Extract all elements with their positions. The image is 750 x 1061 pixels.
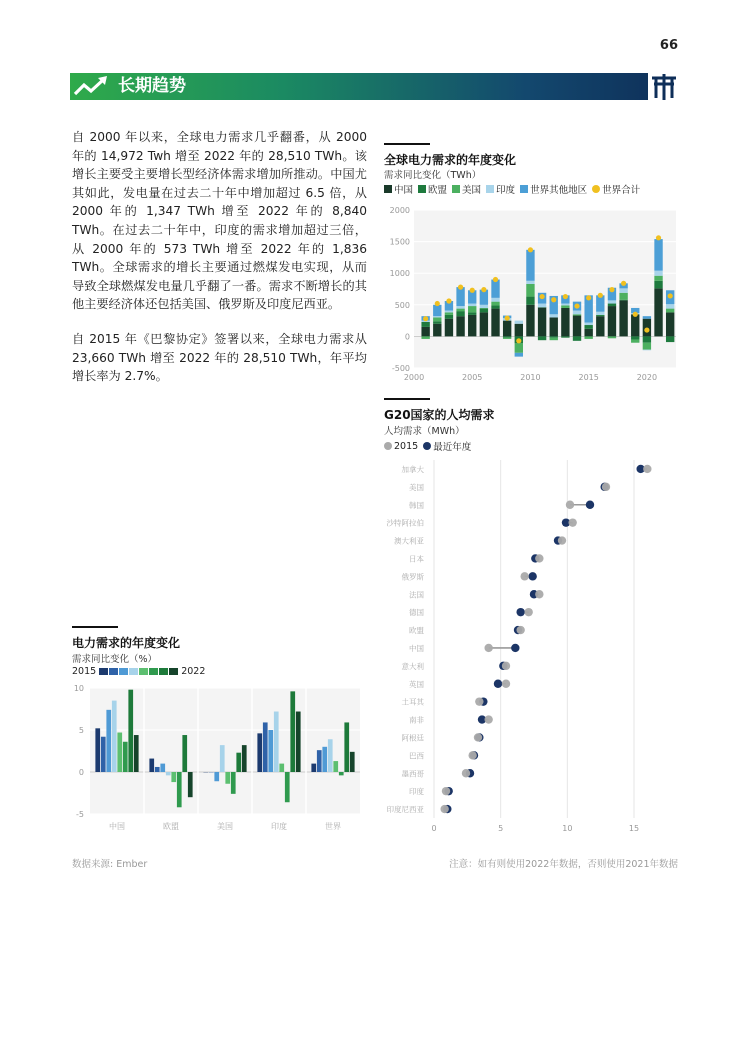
bar-segment (654, 276, 662, 281)
legend-year-swatch (159, 668, 168, 675)
point-2015 (462, 769, 470, 777)
legend-year-swatch (99, 668, 108, 675)
world-total-point (516, 338, 521, 343)
y-tick-label: 1500 (389, 237, 410, 247)
bar-segment (643, 350, 651, 351)
legend-item (452, 182, 481, 196)
bar-segment (573, 314, 581, 315)
point-2015 (484, 715, 492, 723)
point-2015 (558, 536, 566, 544)
bar-segment (538, 307, 546, 336)
bar-segment (619, 300, 627, 301)
legend-item (486, 182, 515, 196)
trend-up-icon (72, 74, 112, 99)
world-total-point (435, 301, 440, 306)
legend-dot-2015 (384, 442, 392, 450)
bar-segment (584, 336, 592, 339)
bar-segment (456, 316, 464, 336)
bar-segment (433, 317, 441, 321)
bar (236, 753, 241, 772)
bar-segment (433, 316, 441, 317)
bar (188, 772, 193, 797)
y-tick-label: 500 (394, 300, 410, 310)
bar (112, 701, 117, 772)
bar (268, 730, 273, 772)
chart3-ylabel: 需求同比变化（%） (72, 654, 158, 665)
world-total-point (598, 293, 603, 298)
bar-segment (445, 319, 453, 337)
legend-dot-latest (423, 442, 431, 450)
legend-item (418, 182, 447, 196)
bar (333, 761, 338, 772)
legend-year-swatch (109, 668, 118, 675)
bar (231, 772, 236, 794)
bar-segment (526, 284, 534, 297)
bar (166, 772, 171, 775)
point-2015 (535, 590, 543, 598)
bar (117, 733, 122, 772)
bar-segment (608, 300, 616, 303)
bar-segment (584, 329, 592, 337)
world-total-point (470, 288, 475, 293)
legend-label: 最近年度 (433, 442, 472, 453)
bar-segment (480, 309, 488, 313)
category-label: 印度 (409, 787, 424, 797)
x-tick-label: 世界 (325, 822, 341, 831)
body-paragraph-1: 自 2000 年以来，全球电力需求几乎翻番，从 2000 年的 14,972 Twh 增至 2022 年的 28,510 TWh。该增长主要受主要增长型经济体需求增加所推动。中国尤其如此，发电量在过去二十年中增加超过 6.5 倍，从 2000 年的 1,347 TWh 增至 2022 年的 8,840 TWh。在过去二十年中，印度的需求增加超过三倍，从 2000 年的 573 TWh 增至 2022 年的 1,836 TWh。全球需求的增长主要通过燃煤发电实现，从而导致全球燃煤发电量几乎翻了一番。需求不断增长的其他主要经济体还包括美国、俄罗斯及印度尼西亚。 (72, 130, 367, 312)
bar-segment (480, 312, 488, 336)
bar-segment (491, 305, 499, 308)
point-2015 (442, 787, 450, 795)
y-tick-label: 10 (73, 684, 84, 693)
bar-segment (526, 281, 534, 284)
category-label: 法国 (409, 590, 424, 600)
bar (182, 735, 187, 772)
legend-year-swatch (169, 668, 178, 675)
x-tick-label: 5 (498, 824, 504, 833)
bar (123, 742, 128, 772)
bar-segment (643, 336, 651, 342)
point-2015 (602, 483, 610, 491)
point-latest (586, 501, 594, 509)
bar-segment (445, 312, 453, 315)
page-number: 66 (659, 38, 678, 53)
world-total-point (481, 287, 486, 292)
bar-segment (573, 310, 581, 314)
bar-segment (468, 306, 476, 312)
category-label: 加拿大 (401, 464, 424, 474)
bar-segment (584, 325, 592, 329)
chart1-title: 全球电力需求的年度变化 (384, 153, 517, 167)
chart1-rule (384, 143, 430, 145)
bar-segment (666, 309, 674, 313)
category-label: 印度尼西亚 (386, 805, 424, 815)
bar (322, 747, 327, 772)
bar-segment (666, 304, 674, 308)
bar-segment (631, 340, 639, 343)
bar-segment (619, 293, 627, 300)
category-label: 欧盟 (409, 626, 424, 636)
point-latest (528, 572, 536, 580)
bar-segment (491, 280, 499, 298)
bar-segment (666, 336, 674, 342)
x-tick-label: 10 (562, 824, 573, 833)
point-2015 (502, 680, 510, 688)
legend-year-swatch (149, 668, 158, 675)
bar-segment (631, 314, 639, 336)
world-total-point (644, 327, 649, 332)
x-tick-label: 美国 (217, 822, 233, 831)
legend-item (384, 441, 418, 452)
bar (134, 735, 139, 772)
x-tick-label: 15 (628, 824, 640, 833)
y-tick-label: -5 (76, 810, 84, 819)
bar-segment (584, 322, 592, 325)
body-paragraph-2: 自 2015 年《巴黎协定》签署以来，全球电力需求从 23,660 TWh 增至 2022 年的 28,510 TWh，年平均增长率为 2.7%。 (72, 332, 367, 384)
bar-segment (596, 312, 604, 315)
world-total-point (609, 287, 614, 292)
bar-segment (456, 309, 464, 312)
chart2-title: G20国家的人均需求 (384, 408, 495, 422)
bar (101, 737, 106, 772)
legend-label: 欧盟 (428, 185, 448, 196)
point-2015 (566, 501, 574, 509)
world-total-point (621, 281, 626, 286)
x-tick-label: 0 (431, 824, 437, 833)
point-2015 (502, 662, 510, 670)
bar-segment (608, 304, 616, 307)
x-tick-label: 2020 (636, 373, 658, 382)
y-tick-label: 0 (78, 768, 84, 777)
bar-segment (433, 305, 441, 316)
category-label: 墨西哥 (401, 769, 424, 779)
bar (160, 764, 165, 772)
world-total-point (668, 293, 673, 298)
chart1-ylabel: 需求同比变化（TWh） (384, 170, 482, 181)
legend-start-year: 2015 (72, 666, 97, 677)
x-tick-label: 2015 (578, 373, 599, 382)
world-total-point (423, 316, 428, 321)
legend-label: 世界其他地区 (530, 185, 588, 196)
legend-swatch-usa (452, 185, 460, 193)
chart2-rule (384, 398, 430, 400)
x-tick-label: 中国 (109, 822, 125, 831)
point-2015 (474, 733, 482, 741)
bar-segment (654, 288, 662, 336)
bar (155, 767, 160, 772)
legend-dot-world (592, 185, 600, 193)
point-2015 (468, 751, 476, 759)
world-total-point (656, 235, 661, 240)
chart3-grouped-bar (72, 682, 362, 842)
bar-segment (456, 311, 464, 316)
world-total-point (586, 295, 591, 300)
bar-segment (468, 304, 476, 307)
bar (296, 712, 301, 772)
bar-segment (526, 297, 534, 305)
bar-segment (515, 324, 523, 337)
legend-year-swatch (139, 668, 148, 675)
bar-segment (550, 338, 558, 341)
bar (128, 690, 133, 772)
bar-segment (608, 306, 616, 336)
category-label: 中国 (409, 643, 424, 653)
bar-segment (538, 336, 546, 340)
bar-segment (468, 312, 476, 315)
bar (242, 745, 247, 772)
legend-year-swatch (129, 668, 138, 675)
bar (106, 710, 111, 772)
bar-segment (561, 304, 569, 306)
bar-segment (643, 316, 651, 319)
plot-background (414, 210, 676, 368)
bar (220, 745, 225, 772)
bar-segment (619, 288, 627, 292)
chart3-legend (72, 666, 205, 677)
category-label: 沙特阿拉伯 (386, 518, 424, 528)
bar-segment (421, 322, 429, 327)
legend-item (384, 182, 413, 196)
category-label: 美国 (409, 482, 424, 492)
chart1-legend (384, 182, 640, 196)
legend-swatch-india (486, 185, 494, 193)
bar (350, 752, 355, 772)
bar-segment (456, 306, 464, 309)
world-total-point (539, 294, 544, 299)
bar (274, 712, 279, 772)
world-total-point (633, 312, 638, 317)
bar (317, 750, 322, 772)
legend-year-swatches (99, 668, 178, 675)
bar-segment (480, 305, 488, 308)
y-tick-label: 2000 (389, 206, 410, 215)
bar-segment (421, 327, 429, 336)
point-2015 (524, 608, 532, 616)
bar-segment (421, 336, 429, 339)
bar-segment (491, 298, 499, 302)
world-total-point (551, 297, 556, 302)
chart2-legend (384, 439, 471, 453)
x-tick-label: 2005 (462, 373, 483, 382)
point-latest (494, 680, 502, 688)
bar-segment (433, 321, 441, 324)
bar-segment (631, 336, 639, 339)
pylon-icon (648, 70, 680, 102)
bar (257, 733, 262, 772)
bar-segment (456, 287, 464, 306)
legend-item (423, 439, 471, 453)
bar (225, 772, 230, 784)
bar-segment (573, 316, 581, 337)
bar-segment (654, 271, 662, 276)
bar-segment (654, 239, 662, 271)
bar-segment (561, 305, 569, 308)
chart3-rule (72, 626, 118, 628)
point-2015 (535, 554, 543, 562)
point-2015 (520, 572, 528, 580)
category-label: 日本 (409, 554, 424, 564)
bar-segment (503, 338, 511, 339)
bar-segment (550, 317, 558, 336)
bar-segment (503, 336, 511, 337)
point-latest (516, 608, 524, 616)
footnote: 注意：如有则使用2022年数据，否则使用2021年数据 (449, 859, 678, 870)
bar-segment (619, 300, 627, 336)
section-title: 长期趋势 (118, 76, 186, 96)
bar-segment (550, 336, 558, 337)
world-total-point (493, 277, 498, 282)
point-2015 (568, 518, 576, 526)
bar-segment (666, 312, 674, 336)
category-label: 巴西 (409, 751, 424, 761)
bar (279, 764, 284, 772)
bar-segment (643, 343, 651, 350)
bar-segment (550, 314, 558, 317)
bar (344, 722, 349, 772)
category-label: 意大利 (401, 661, 424, 671)
x-tick-label: 2010 (520, 373, 541, 382)
y-tick-label: 1000 (389, 269, 410, 279)
legend-year-swatch (119, 668, 128, 675)
chart3-title: 电力需求的年度变化 (72, 636, 181, 650)
bar-segment (515, 343, 523, 352)
chart2-ylabel: 人均需求（MWh） (384, 426, 465, 437)
x-tick-label: 2000 (403, 373, 425, 382)
legend-label: 中国 (394, 185, 414, 196)
category-label: 俄罗斯 (401, 572, 424, 582)
point-latest (511, 644, 519, 652)
bar (263, 722, 268, 772)
bar-segment (491, 309, 499, 337)
x-tick-label: 欧盟 (163, 822, 179, 831)
legend-label: 世界合计 (602, 185, 641, 196)
y-tick-label: 5 (78, 726, 84, 735)
bar (149, 759, 154, 772)
chart1-stacked-bar (384, 200, 680, 386)
legend-item (592, 182, 640, 196)
y-tick-label: -500 (391, 364, 410, 373)
legend-swatch-rest (520, 185, 528, 193)
bar (290, 691, 295, 772)
world-total-point (574, 303, 579, 308)
legend-label: 2015 (394, 440, 419, 452)
world-total-point (446, 298, 451, 303)
bar-segment (526, 305, 534, 337)
bar-segment (515, 321, 523, 324)
point-2015 (475, 697, 483, 705)
category-label: 阿根廷 (401, 733, 424, 743)
point-2015 (484, 644, 492, 652)
category-label: 德国 (409, 608, 424, 618)
bar-segment (515, 353, 523, 357)
data-source: 数据来源: Ember (72, 859, 148, 870)
category-label: 南非 (409, 715, 424, 725)
bar-segment (491, 302, 499, 306)
point-2015 (516, 626, 524, 634)
bar-segment (445, 310, 453, 312)
bar (177, 772, 182, 807)
bar-segment (433, 324, 441, 337)
point-2015 (643, 465, 651, 473)
point-2015 (440, 805, 448, 813)
world-total-point (528, 247, 533, 252)
bar-segment (608, 336, 616, 338)
world-total-point (458, 285, 463, 290)
legend-item (520, 182, 587, 196)
bar (328, 739, 333, 772)
category-label: 澳大利亚 (394, 536, 424, 546)
legend-swatch-eu (418, 185, 426, 193)
bar (214, 772, 219, 781)
bar-segment (526, 250, 534, 281)
bar-segment (654, 281, 662, 289)
category-label: 韩国 (409, 500, 424, 510)
bar-segment (503, 321, 511, 337)
bar (339, 772, 344, 775)
legend-end-year: 2022 (181, 666, 206, 677)
legend-label: 美国 (462, 185, 482, 196)
legend-swatch-china (384, 185, 392, 193)
bar-segment (561, 336, 569, 337)
bar-segment (573, 336, 581, 340)
world-total-point (563, 294, 568, 299)
legend-label: 印度 (496, 185, 516, 196)
chart2-dumbbell (378, 456, 680, 840)
category-label: 英国 (409, 679, 424, 689)
bar-segment (538, 304, 546, 308)
bar-segment (480, 308, 488, 309)
bar-segment (596, 316, 604, 336)
bar (285, 772, 290, 802)
bar (95, 728, 100, 772)
category-label: 土耳其 (401, 697, 424, 707)
bar (311, 764, 316, 772)
bar-segment (445, 315, 453, 319)
y-tick-label: 0 (404, 332, 410, 342)
x-tick-label: 印度 (271, 822, 287, 831)
bar-segment (468, 315, 476, 336)
bar-segment (561, 308, 569, 336)
bar (171, 772, 176, 782)
world-total-point (505, 315, 510, 320)
